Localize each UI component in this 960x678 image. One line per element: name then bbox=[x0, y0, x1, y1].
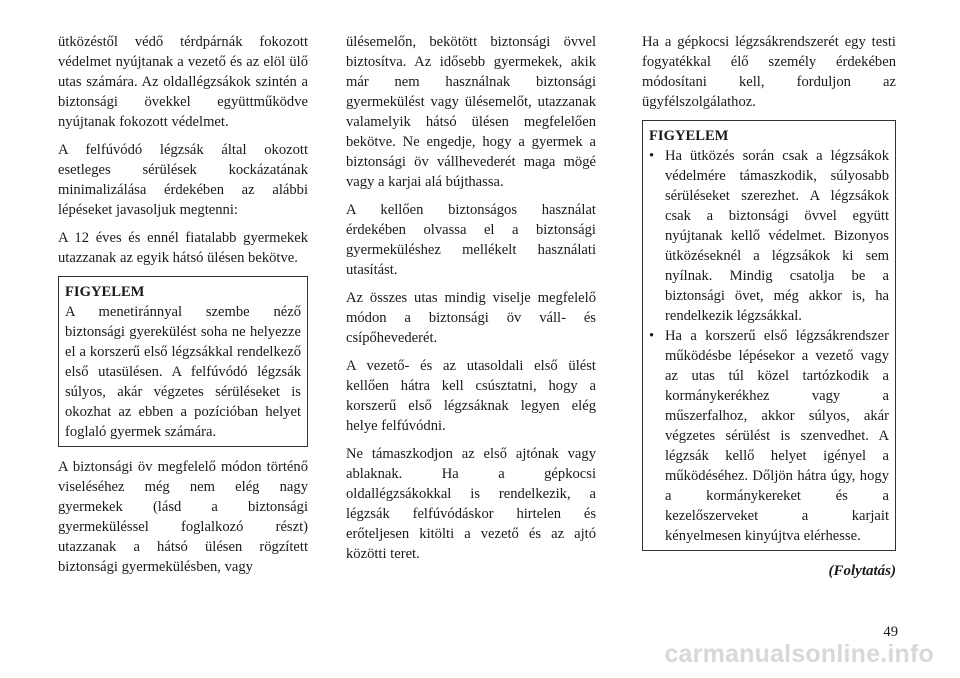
warning-list bbox=[649, 146, 889, 546]
warning-box bbox=[642, 120, 896, 551]
warning-list-item: • Ha a korszerű első légzsákrendszer működésbe lépésekor a vezető vagy az utas túl közel tartózkodik a kormánykerékhez vagy a műszerfalhoz, akkor súlyos, akár végzetes sérülést is szenvedhet. A légzsák kellő helyet igényel a működéséhez. Dőljön hátra úgy, hogy a kormánykereket és a kezelőszerveket a karjait kényelmesen kinyújtva elérhesse. bbox=[649, 326, 889, 546]
paragraph: ütközéstől védő térdpárnák fokozott védelmet nyújtanak a vezető és az elöl ülő utas számára. Az oldallégzsákok szintén a biztonsági övekkel együttműködve nyújtanak fokozott védelmet. bbox=[58, 34, 308, 130]
warning-title: FIGYELEM bbox=[649, 128, 729, 144]
paragraph: A 12 éves és ennél fiatalabb gyermekek utazzanak az egyik hátsó ülésen bekötve. bbox=[58, 230, 308, 266]
paragraph: ülésemelőn, bekötött biztonsági övvel biztosítva. Az idősebb gyermekek, akik már nem használnak biztonsági gyermekülést vagy ülésemelőt, utazzanak valamelyik hátsó ülésen megfelelően bekötve. Ne engedje, hogy a gyermek a biztonsági öv vállhevederét maga mögé vagy a karjai alá bújthassa. bbox=[346, 34, 596, 190]
warning-title: FIGYELEM bbox=[65, 284, 145, 300]
watermark: carmanualsonline.info bbox=[664, 640, 934, 668]
middle-column bbox=[346, 32, 596, 572]
warning-box bbox=[58, 276, 308, 447]
paragraph: A biztonsági öv megfelelő módon történő viseléséhez még nem elég nagy gyermekek (lásd a biztonsági gyermeküléssel foglalkozó részt) utazzanak a hátsó ülésen rögzített biztonsági gyermekülésben, vagy bbox=[58, 459, 308, 575]
warning-text: A menetiránnyal szembe néző biztonsági gyerekülést soha ne helyezze el a korszerű első légzsákkal rendelkező első utasülésen. A felfúvódó légzsák súlyos, akár végzetes sérüléseket is okozhat az ebben a pozícióban helyet foglaló gyermek számára. bbox=[65, 304, 301, 440]
warning-list-item: • Ha ütközés során csak a légzsákok védelmére támaszkodik, súlyosabb sérüléseket szerezhet. A légzsákok csak a biztonsági övvel együtt nyújtanak kellő védelmet. Bizonyos ütközéseknél a légzsákok ki sem nyílnak. Mindig csatolja be a biztonsági övet, még akkor is, ha rendelkezik légzsákkal. bbox=[649, 146, 889, 326]
left-column bbox=[58, 32, 308, 585]
paragraph: Ne támaszkodjon az első ajtónak vagy ablaknak. Ha a gépkocsi oldallégzsákokkal is rendelkezik, a légzsák felfúvódáskor hirtelen és erőteljesen kitölti a vezető és az ajtó közötti teret. bbox=[346, 446, 596, 562]
paragraph: A kellően biztonságos használat érdekében olvassa el a biztonsági gyermeküléshez mellékelt használati utasítást. bbox=[346, 202, 596, 278]
paragraph: A vezető- és az utasoldali első ülést kellően hátra kell csúsztatni, hogy a korszerű első légzsáknak legyen elég helye felfúvódni. bbox=[346, 358, 596, 434]
paragraph: Ha a gépkocsi légzsákrendszerét egy testi fogyatékkal élő személy érdekében módosítani kell, forduljon az ügyfélszolgálathoz. bbox=[642, 34, 896, 110]
paragraph: Az összes utas mindig viselje megfelelő módon a biztonsági öv váll- és csípőhevederét. bbox=[346, 290, 596, 346]
page-number: 49 bbox=[883, 624, 898, 640]
paragraph: A felfúvódó légzsák által okozott esetleges sérülések kockázatának minimalizálása érdekében az alábbi lépéseket javasoljuk megtenni: bbox=[58, 142, 308, 218]
continued-label: (Folytatás) bbox=[828, 563, 896, 579]
right-column bbox=[642, 32, 896, 581]
